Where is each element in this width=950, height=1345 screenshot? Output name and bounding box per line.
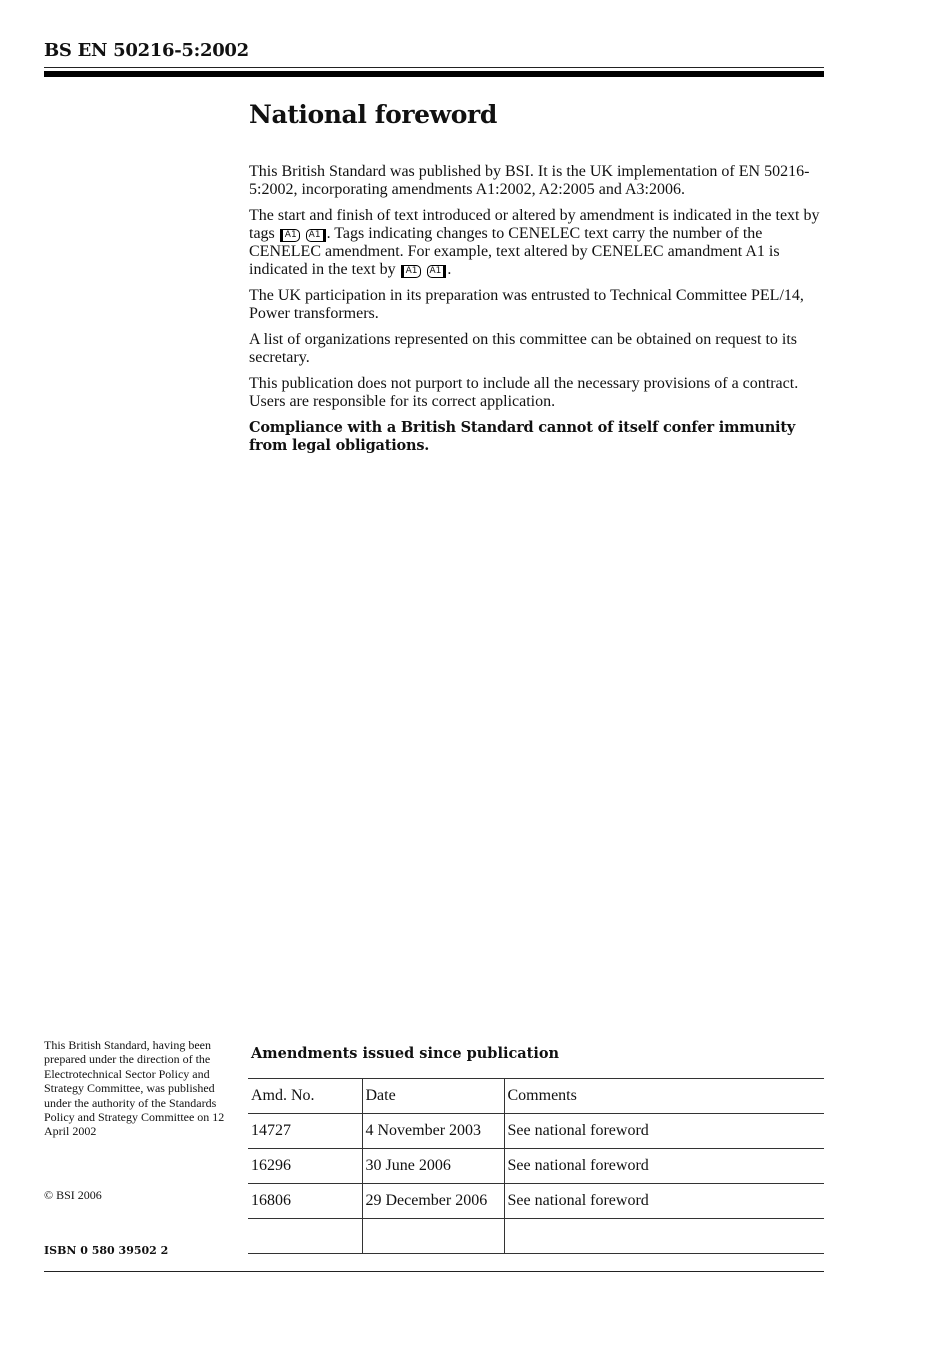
header-amd-no: Amd. No.: [248, 1079, 362, 1114]
header-comments: Comments: [504, 1079, 824, 1114]
comments-cell: [504, 1219, 824, 1254]
amendment-close-tag-icon: A1: [427, 265, 447, 278]
paragraph-text: .: [447, 261, 452, 278]
paragraph-contract: This publication does not purport to include all the necessary provisions of a contract. Users are responsible for its correct application.: [249, 375, 799, 410]
footer-rule: [44, 1271, 824, 1272]
publication-note: This British Standard, having been prepared under the direction of the Electrotechnical Sector Policy and Strategy Committee, was published under the authority of the Standards Policy and Strategy Committee on 12 April 2002: [44, 1038, 225, 1139]
foreword-body: [249, 163, 825, 463]
amd-no-cell: [248, 1219, 362, 1254]
isbn: ISBN 0 580 39502 2: [44, 1244, 169, 1257]
page-title: National foreword: [249, 100, 497, 129]
amd-no-cell: 14727: [248, 1114, 362, 1149]
amendments-title: Amendments issued since publication: [251, 1045, 560, 1062]
table-row: [248, 1149, 824, 1184]
amendments-table: [248, 1078, 824, 1254]
date-cell: 29 December 2006: [362, 1184, 504, 1219]
comments-cell: See national foreword: [504, 1184, 824, 1219]
header-rule-thin: [44, 67, 824, 68]
amendment-close-tag-icon: A1: [306, 229, 326, 242]
comments-cell: See national foreword: [504, 1149, 824, 1184]
copyright: © BSI 2006: [44, 1188, 102, 1202]
comments-cell: See national foreword: [504, 1114, 824, 1149]
paragraph-committee: The UK participation in its preparation was entrusted to Technical Committee PEL/14, Power transformers.: [249, 287, 804, 322]
date-cell: 4 November 2003: [362, 1114, 504, 1149]
amd-no-cell: 16806: [248, 1184, 362, 1219]
date-cell: 30 June 2006: [362, 1149, 504, 1184]
paragraph-text: The start and finish of text introduced or altered by amendment is indicated in the text by tags: [249, 207, 820, 242]
table-row: [248, 1184, 824, 1219]
paragraph-organizations: A list of organizations represented on this committee can be obtained on request to its secretary.: [249, 331, 798, 366]
table-row: [248, 1114, 824, 1149]
paragraph-publication: This British Standard was published by BSI. It is the UK implementation of EN 50216-5:2002, incorporating amendments A1:2002, A2:2005 and A3:2006.: [249, 163, 810, 198]
header-rule-thick: [44, 71, 824, 77]
header-date: Date: [362, 1079, 504, 1114]
paragraph-text: . Tags indicating changes to CENELEC text carry the number of the CENELEC amendment. For example, text altered by CENELEC amandment A1 is indicated in the text by: [249, 225, 780, 278]
date-cell: [362, 1219, 504, 1254]
amd-no-cell: 16296: [248, 1149, 362, 1184]
paragraph-amendment-tags: [249, 207, 825, 279]
document-code: BS EN 50216-5:2002: [44, 40, 249, 61]
table-row: [248, 1219, 824, 1254]
amendment-open-tag-icon: A1: [280, 229, 300, 242]
paragraph-compliance: Compliance with a British Standard cannot of itself confer immunity from legal obligations.: [249, 419, 796, 454]
table-header-row: [248, 1079, 824, 1114]
amendment-open-tag-icon: A1: [401, 265, 421, 278]
